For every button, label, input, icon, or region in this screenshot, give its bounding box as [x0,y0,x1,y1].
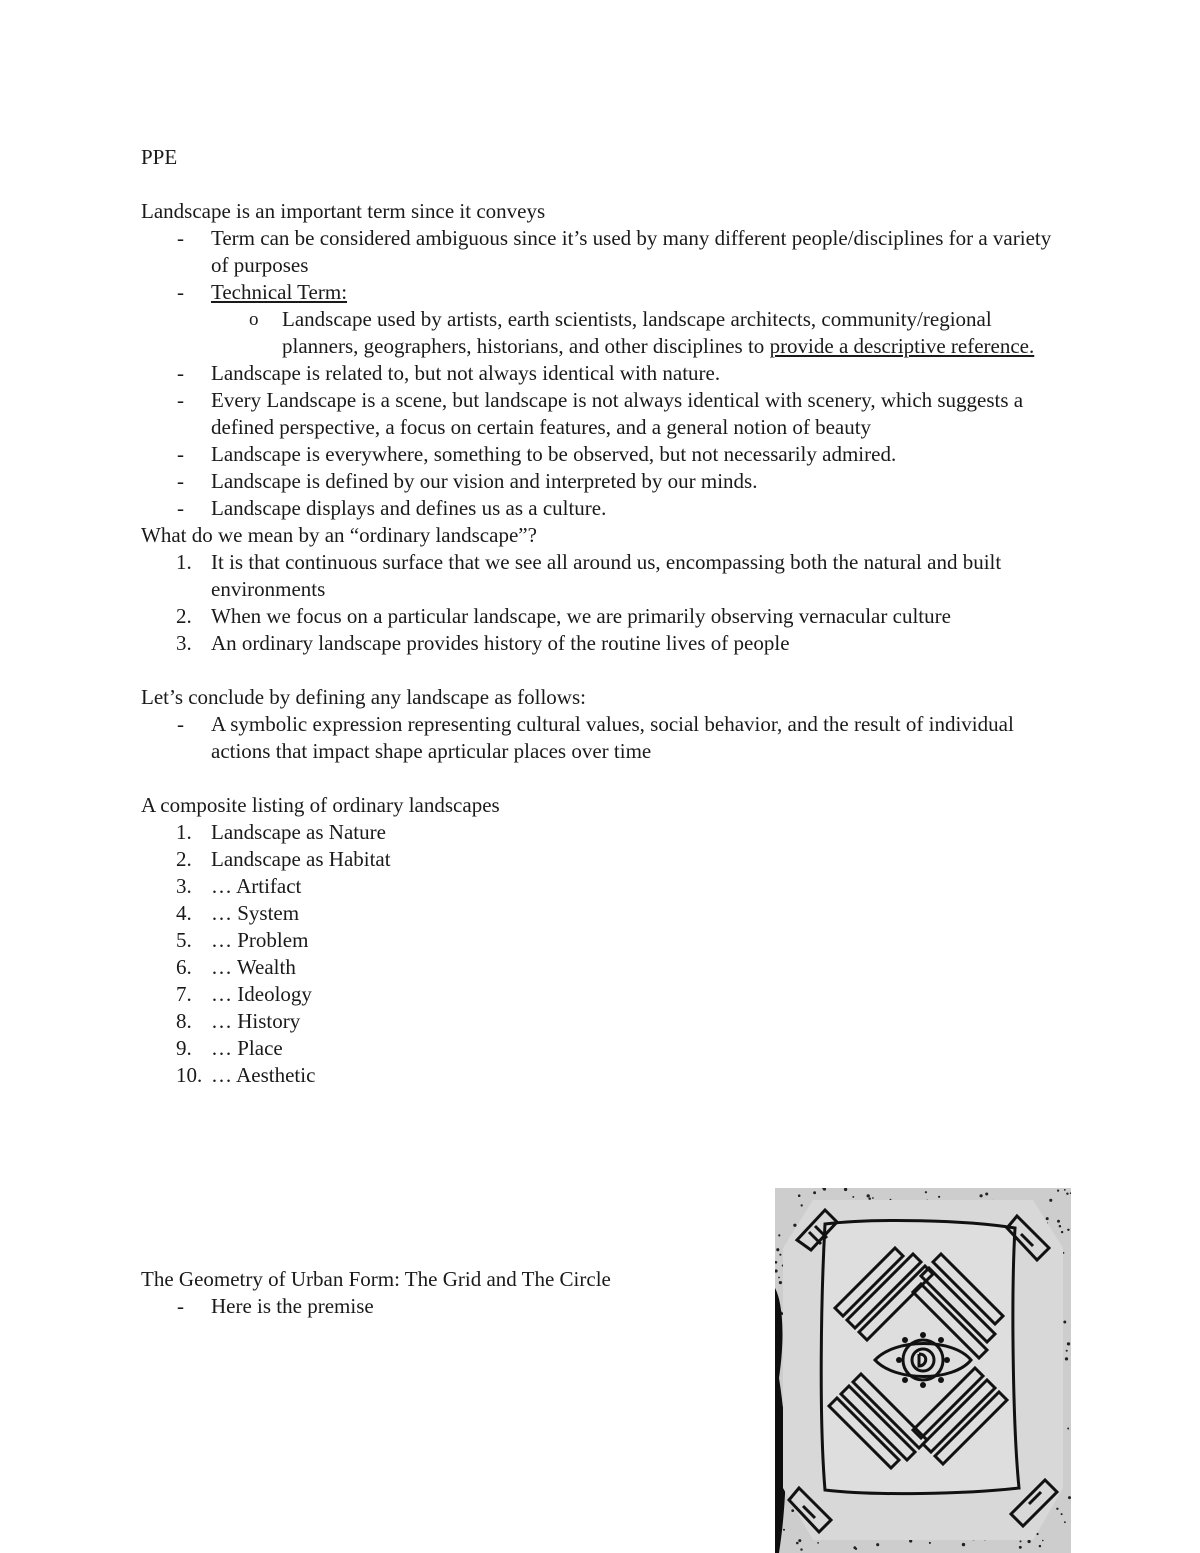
numbered-item-text: … Place [211,1036,283,1060]
item-number: 5. [176,928,192,952]
list-item [141,441,1061,468]
numbered-item-text: … Aesthetic [211,1063,316,1087]
list-item [141,495,1061,522]
numbered-item-text: An ordinary landscape provides history of the routine lives of people [211,631,790,655]
item-number: 1. [176,820,192,844]
list-item [141,225,1061,279]
numbered-item-text: … Artifact [211,874,302,898]
section5-heading: The Geometry of Urban Form: The Grid and The Circle [141,1267,611,1291]
urban-grid-circle-drawing-icon [775,1188,1071,1553]
item-number: 4. [176,901,192,925]
sub-list-item-text [282,306,1061,360]
item-number: 3. [176,631,192,655]
dash-bullet: - [177,712,184,736]
section1-intro: Landscape is an important term since it conveys [141,199,546,223]
list-item [141,468,1061,495]
dash-bullet: - [177,442,184,466]
numbered-item [141,900,1061,927]
urban-grid-circle-figure [775,1188,1071,1553]
numbered-item [141,630,1061,657]
section4-intro: A composite listing of ordinary landscapes [141,793,500,817]
item-number: 3. [176,874,192,898]
numbered-item [141,1008,1061,1035]
numbered-item-text: It is that continuous surface that we see all around us, encompassing both the natural and built environments [211,550,1002,601]
numbered-item-text: … Wealth [211,955,296,979]
numbered-item [141,954,1061,981]
sub-item-text-part1: Landscape used by artists, earth scientists, landscape architects, community/regional planners, geographers, historians, and other disciplines to [282,307,992,358]
numbered-item-text: … History [211,1009,301,1033]
dash-bullet: - [177,469,184,493]
list-item [141,387,1061,441]
numbered-item [141,927,1061,954]
item-number: 1. [176,550,192,574]
item-number: 10. [176,1063,203,1087]
sub-item-text-underlined: provide a descriptive reference. [769,334,1035,358]
section2-question: What do we mean by an “ordinary landscape”? [141,523,537,547]
numbered-item [141,846,1061,873]
numbered-item [141,549,1061,603]
dash-bullet: - [177,1294,184,1318]
list-item-text: Term can be considered ambiguous since it’s used by many different people/disciplines for a variety of purposes [211,226,1052,277]
list-item-text: Landscape is related to, but not always identical with nature. [211,361,721,385]
circle-bullet: o [249,309,259,330]
numbered-item [141,819,1061,846]
numbered-item [141,603,1061,630]
document-heading: PPE [141,145,178,169]
dash-bullet: - [177,496,184,520]
dash-bullet: - [177,280,184,304]
list-item [141,279,1061,306]
list-item-text: Here is the premise [211,1294,374,1318]
list-item-text: Landscape is everywhere, something to be observed, but not necessarily admired. [211,442,897,466]
numbered-item-text: … Ideology [211,982,312,1006]
dash-bullet: - [177,361,184,385]
list-item-text: Landscape displays and defines us as a culture. [211,496,607,520]
dash-bullet: - [177,226,184,250]
item-number: 9. [176,1036,192,1060]
sub-list-item [141,306,1061,360]
numbered-item [141,873,1061,900]
item-number: 8. [176,1009,192,1033]
list-item [141,360,1061,387]
numbered-item-text: Landscape as Nature [211,820,386,844]
document-page [141,144,1061,1320]
list-item-text: Every Landscape is a scene, but landscape is not always identical with scenery, which suggests a defined perspective, a focus on certain features, and a general notion of beauty [211,388,1024,439]
numbered-item-text: … System [211,901,300,925]
list-item-text: A symbolic expression representing cultural values, social behavior, and the result of individual actions that impact shape aprticular places over time [211,712,1014,763]
section3-intro: Let’s conclude by defining any landscape as follows: [141,685,586,709]
numbered-item [141,1035,1061,1062]
list-item-text: Landscape is defined by our vision and interpreted by our minds. [211,469,758,493]
technical-term-label: Technical Term: [211,280,348,304]
item-number: 2. [176,604,192,628]
item-number: 6. [176,955,192,979]
numbered-item-text: When we focus on a particular landscape, we are primarily observing vernacular culture [211,604,951,628]
item-number: 2. [176,847,192,871]
numbered-item-text: … Problem [211,928,309,952]
list-item [141,711,1061,765]
numbered-item [141,1062,1061,1089]
numbered-item-text: Landscape as Habitat [211,847,391,871]
numbered-item [141,981,1061,1008]
dash-bullet: - [177,388,184,412]
item-number: 7. [176,982,192,1006]
